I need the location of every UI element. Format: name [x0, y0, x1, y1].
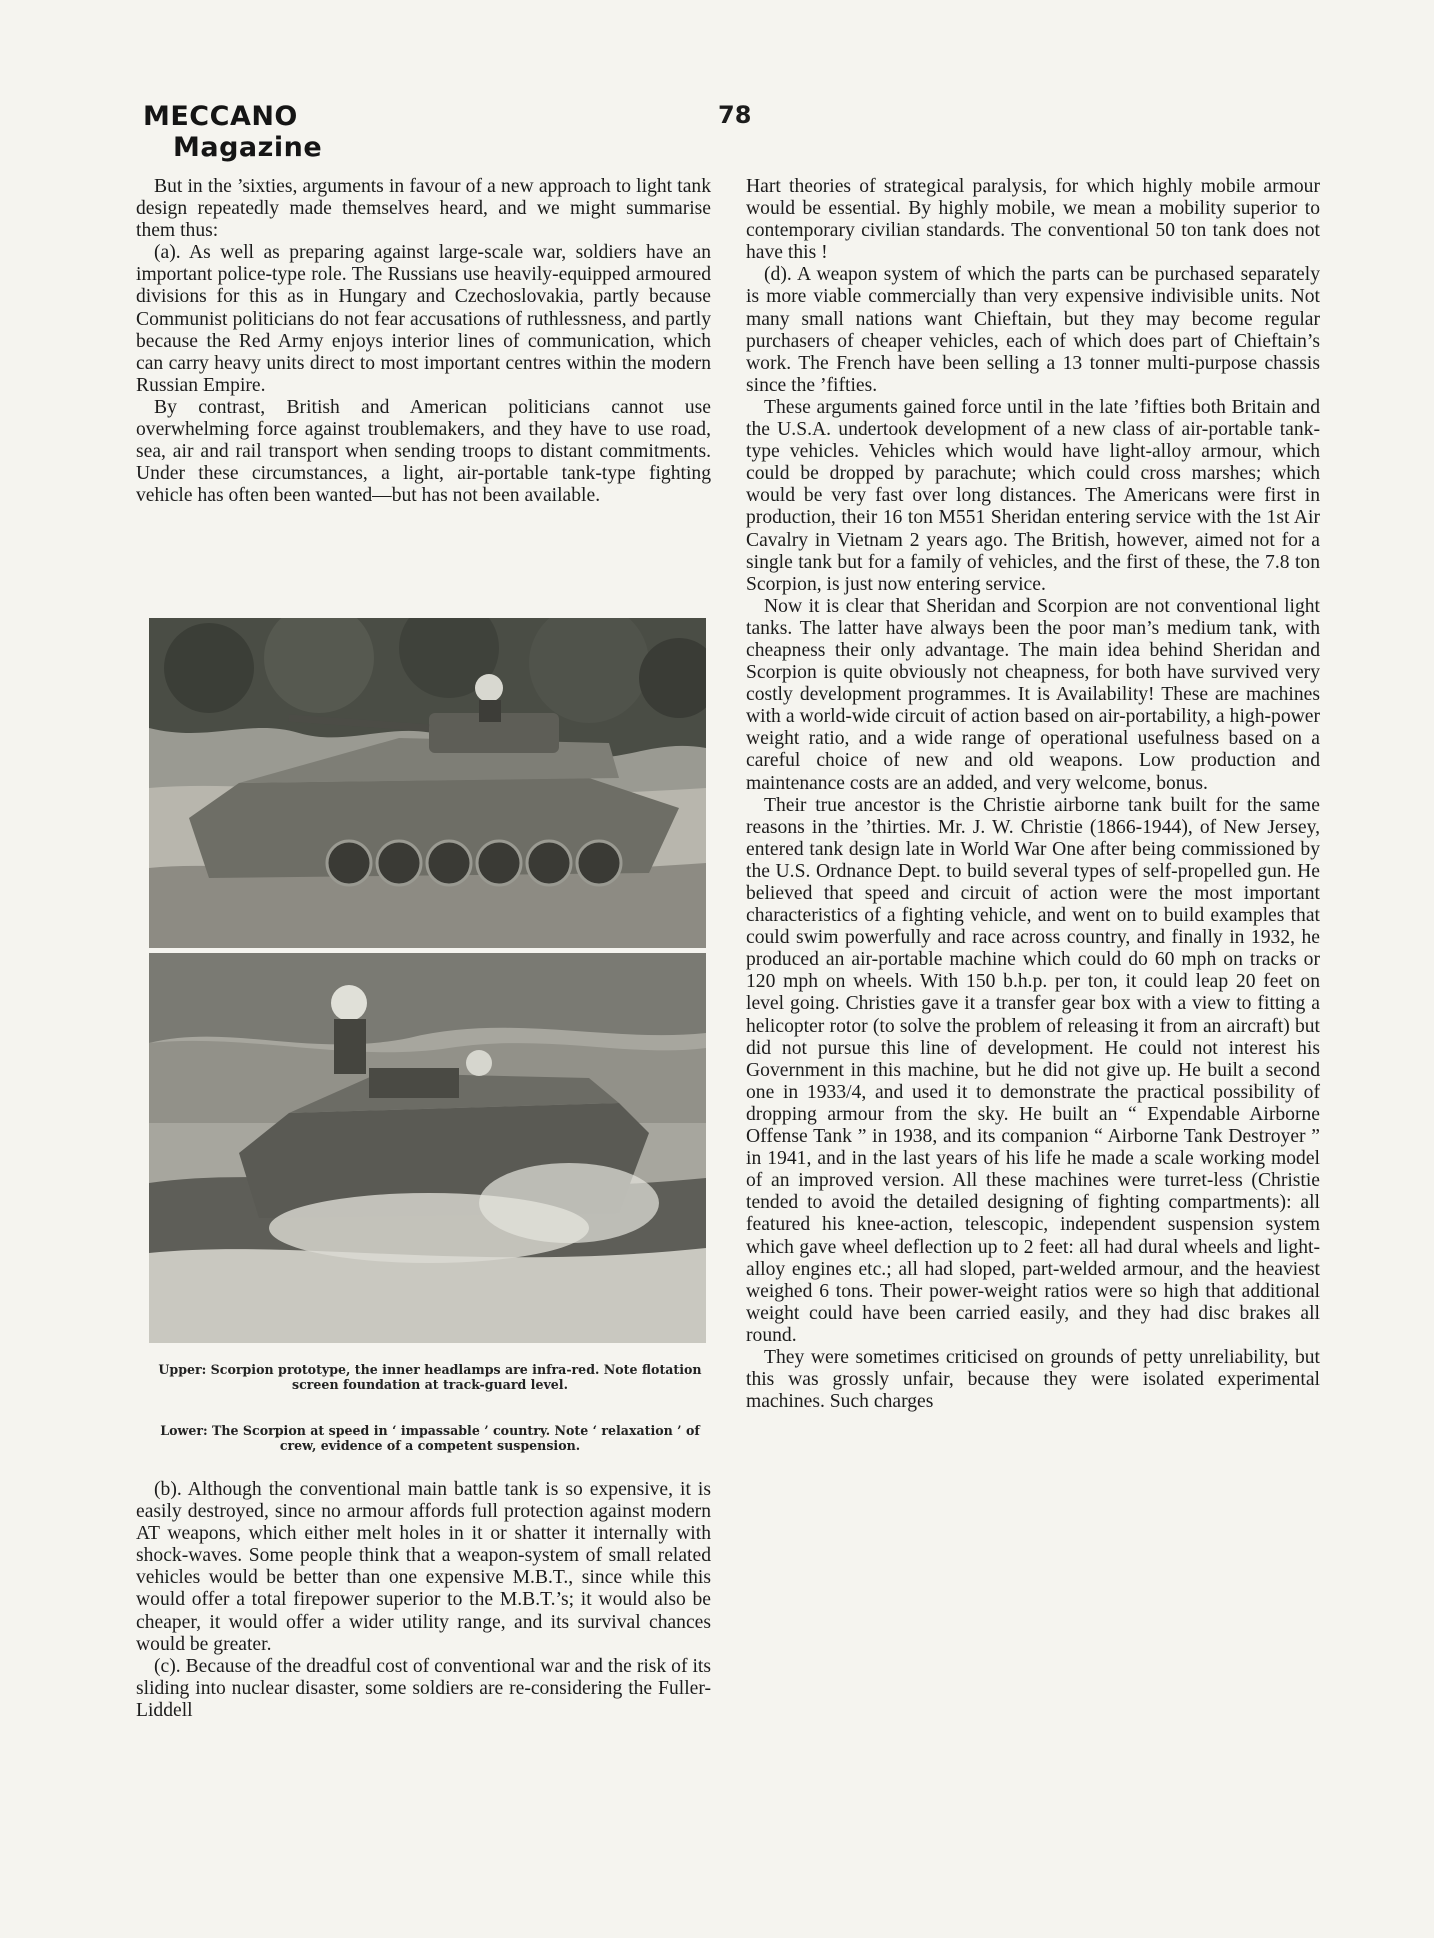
lower-photo-scorpion-at-speed: [149, 953, 706, 1343]
caption-upper-photo: Upper: Scorpion prototype, the inner headlamps are infra-red. Note flotation screen foundation at track-guard level.: [158, 1362, 702, 1392]
paragraph: But in the ’sixties, arguments in favour of a new approach to light tank design repeatedly made themselves heard, and we might summarise them thus:: [136, 176, 711, 242]
paragraph: Hart theories of strategical paralysis, for which highly mobile armour would be essential. By highly mobile, we mean a mobility superior to contemporary civilian standards. The conventional 50 ton tank does not have this !: [746, 176, 1320, 264]
paragraph: (b). Although the conventional main battle tank is so expensive, it is easily destroyed, since no armour affords full protection against modern AT weapons, which either melt holes in it or shatter it internally with shock-waves. Some people think that a weapon-system of small related vehicles would be better than one expensive M.B.T., since while this would offer a total firepower superior to the M.B.T.’s; it would also be cheaper, it would offer a wider utility range, and its survival chances would be greater.: [136, 1479, 711, 1655]
paragraph: (c). Because of the dreadful cost of conventional war and the risk of its sliding into nuclear disaster, some soldiers are re-considering the Fuller-Liddell: [136, 1655, 711, 1721]
masthead-line2: Magazine: [173, 132, 323, 163]
page-number: 78: [718, 101, 752, 129]
upper-photo-scorpion-prototype: [149, 618, 706, 948]
paragraph: (a). As well as preparing against large-scale war, soldiers have an important police-type role. The Russians use heavily-equipped armoured divisions for this as in Hungary and Czechoslovakia, partly because Communist politicians do not fear accusations of ruthlessness, and partly because the Red Army enjoys interior lines of communication, which can carry heavy units direct to most important centres within the modern Russian Empire.: [136, 242, 711, 396]
masthead-line1: MECCANO: [143, 101, 298, 132]
right-column: [746, 176, 1320, 1413]
paragraph: (d). A weapon system of which the parts can be purchased separately is more viable commercially than very expensive indivisible units. Not many small nations want Chieftain, but they may become regular purchasers of cheaper vehicles, each of which does part of Chieftain’s work. The French have been selling a 13 tonner multi-purpose chassis since the ’fifties.: [746, 264, 1320, 396]
magazine-masthead: [143, 101, 322, 163]
paragraph: By contrast, British and American politicians cannot use overwhelming force against troublemakers, and they have to use road, sea, air and rail transport when sending troops to distant commitments. Under these circumstances, a light, air-portable tank-type fighting vehicle has often been wanted—but has not been available.: [136, 396, 711, 507]
paragraph: Their true ancestor is the Christie airborne tank built for the same reasons in the ’thirties. Mr. J. W. Christie (1866-1944), of New Jersey, entered tank design late in World War One after being commissioned by the U.S. Ordnance Dept. to build several types of self-propelled gun. He believed that speed and circuit of action were the most important characteristics of a fighting vehicle, and went on to build examples that could swim powerfully and race across country, and finally in 1932, he produced an air-portable machine which could do 60 mph on tracks or 120 mph on wheels. With 150 b.h.p. per ton, it could leap 20 feet on level going. Christies gave it a transfer gear box with a view to fitting a helicopter rotor (to solve the problem of releasing it from an aircraft) but did not pursue this line of development. He could not interest his Government in this machine, but he did not give up. He built a second one in 1933/4, and used it to demonstrate the practical possibility of dropping armour from the sky. He built an “ Expendable Airborne Offense Tank ” in 1938, and its companion “ Airborne Tank Destroyer ” in 1941, and in the last years of his life he made a scale working model of an improved version. All these machines were turret-less (Christie tended to avoid the detailed designing of fighting compartments): all featured his knee-action, telescopic, independent suspension system which gave wheel deflection up to 2 feet: all had dural wheels and light-alloy engines etc.; all had sloped, part-welded armour, and the heaviest weighed 6 tons. Their power-weight ratios were so high that additional weight could have been carried easily, and they had disc brakes all round.: [746, 794, 1320, 1346]
left-column-top: [136, 176, 711, 507]
caption-lower-photo: Lower: The Scorpion at speed in ‘ impassable ’ country. Note ‘ relaxation ’ of crew, evidence of a competent suspension.: [160, 1423, 700, 1453]
paragraph: They were sometimes criticised on grounds of petty unreliability, but this was grossly unfair, because they were isolated experimental machines. Such charges: [746, 1346, 1320, 1413]
paragraph: Now it is clear that Sheridan and Scorpion are not conventional light tanks. The latter have always been the poor man’s medium tank, with cheapness their only advantage. The main idea behind Sheridan and Scorpion is quite obviously not cheapness, for both have survived very costly development programmes. It is Availability! These are machines with a world-wide circuit of action based on air-portability, a high-power weight ratio, and a wide range of operational usefulness based on a careful choice of new and old weapons. Low production and maintenance costs are an added, and very welcome, bonus.: [746, 595, 1320, 794]
left-column-bottom: [136, 1479, 711, 1722]
paragraph: These arguments gained force until in the late ’fifties both Britain and the U.S.A. undertook development of a new class of air-portable tank-type vehicles. Vehicles which would have light-alloy armour, which could be dropped by parachute; which could cross marshes; which would be very fast over long distances. The Americans were first in production, their 16 ton M551 Sheridan entering service with the 1st Air Cavalry in Vietnam 2 years ago. The British, however, aimed not for a single tank but for a family of vehicles, and the first of these, the 7.8 ton Scorpion, is just now entering service.: [746, 396, 1320, 595]
